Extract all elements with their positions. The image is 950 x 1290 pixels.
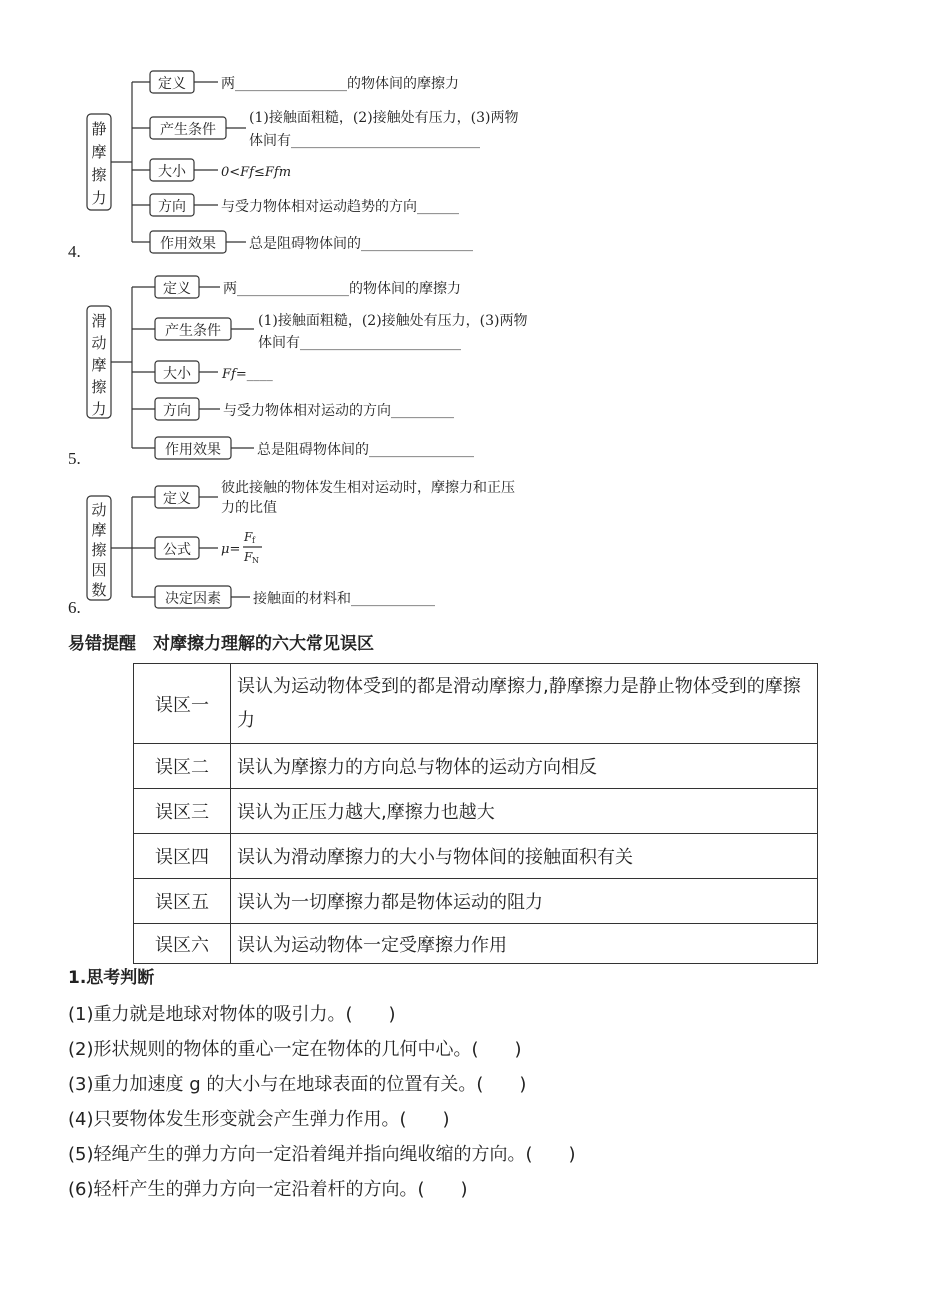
definition-text: 两________________的物体间的摩擦力 xyxy=(223,281,461,297)
label-direction: 方向 xyxy=(163,403,191,419)
svg-text:F: F xyxy=(244,550,253,564)
static-title-char: 力 xyxy=(91,189,107,207)
coefficient-title-char: 摩 xyxy=(91,521,107,539)
judgment-item: (1)重力就是地球对物体的吸引力。( ) xyxy=(68,1004,396,1025)
table-row xyxy=(134,879,818,924)
label-effect: 作用效果 xyxy=(160,236,216,252)
mistake-key: 误区二 xyxy=(134,744,231,789)
static-title-char: 摩 xyxy=(91,143,107,161)
table-row xyxy=(134,744,818,789)
coefficient-title-char: 擦 xyxy=(91,541,107,559)
label-effect: 作用效果 xyxy=(165,442,221,458)
coefficient-title-char: 因 xyxy=(91,561,107,579)
sliding-title-char: 摩 xyxy=(91,356,107,374)
svg-text:f: f xyxy=(252,536,255,545)
judgment-item: (4)只要物体发生形变就会产生弹力作用。( ) xyxy=(68,1109,450,1130)
mistake-text: 误认为运动物体一定受摩擦力作用 xyxy=(231,924,818,964)
mistake-key: 误区一 xyxy=(134,664,231,744)
mistake-text: 误认为摩擦力的方向总与物体的运动方向相反 xyxy=(231,744,818,789)
static-friction-map xyxy=(87,71,519,253)
mistake-text: 误认为正压力越大,摩擦力也越大 xyxy=(231,789,818,834)
sliding-title-char: 擦 xyxy=(91,378,107,396)
judgment-item: (6)轻杆产生的弹力方向一定沿着杆的方向。( ) xyxy=(68,1179,468,1200)
sliding-title-char: 力 xyxy=(91,400,107,418)
mistake-text: 误认为一切摩擦力都是物体运动的阻力 xyxy=(231,879,818,924)
conditions-text-line2: 体间有___________________________ xyxy=(249,133,480,149)
section-number-5: 5. xyxy=(68,449,81,468)
label-factors: 决定因素 xyxy=(165,591,221,607)
friction-coefficient-map xyxy=(87,479,515,608)
direction-text: 与受力物体相对运动的方向_________ xyxy=(223,403,454,419)
judgment-item: (5)轻绳产生的弹力方向一定沿着绳并指向绳收缩的方向。( ) xyxy=(68,1144,576,1165)
label-definition: 定义 xyxy=(163,491,191,507)
mistake-key: 误区六 xyxy=(134,924,231,964)
section-number-4: 4. xyxy=(68,242,81,261)
conditions-text-line1: (1)接触面粗糙，(2)接触处有压力，(3)两物 xyxy=(249,110,519,126)
factors-text: 接触面的材料和____________ xyxy=(253,591,435,607)
judgment-item: (2)形状规则的物体的重心一定在物体的几何中心。( ) xyxy=(68,1039,522,1060)
table-row xyxy=(134,789,818,834)
svg-text:N: N xyxy=(252,556,259,565)
magnitude-text: 0<Ff≤Ffm xyxy=(221,165,292,180)
definition-text-line1: 彼此接触的物体发生相对运动时，摩擦力和正压 xyxy=(221,480,515,496)
table-row xyxy=(134,664,818,744)
static-title-char: 静 xyxy=(91,120,107,138)
mistake-text: 误认为运动物体受到的都是滑动摩擦力,静摩擦力是静止物体受到的摩擦力 xyxy=(231,664,818,744)
label-conditions: 产生条件 xyxy=(160,122,216,138)
conditions-text-line2: 体间有_______________________ xyxy=(258,335,461,351)
mistake-key: 误区三 xyxy=(134,789,231,834)
definition-text-line2: 力的比值 xyxy=(221,500,277,516)
mistakes-table xyxy=(133,663,818,964)
label-magnitude: 大小 xyxy=(163,366,191,382)
table-row xyxy=(134,924,818,964)
coefficient-title-char: 数 xyxy=(91,581,107,599)
mistake-key: 误区四 xyxy=(134,834,231,879)
sliding-title-char: 滑 xyxy=(91,312,107,330)
magnitude-text: Ff=____ xyxy=(222,367,273,382)
section-number-6: 6. xyxy=(68,598,81,617)
label-conditions: 产生条件 xyxy=(165,323,221,339)
label-definition: 定义 xyxy=(158,76,186,92)
effect-text: 总是阻碍物体间的_______________ xyxy=(257,442,474,458)
mistake-text: 误认为滑动摩擦力的大小与物体间的接触面积有关 xyxy=(231,834,818,879)
direction-text: 与受力物体相对运动趋势的方向______ xyxy=(221,199,459,215)
conditions-text-line1: (1)接触面粗糙，(2)接触处有压力，(3)两物 xyxy=(258,313,528,329)
formula-mu xyxy=(221,530,262,565)
sliding-friction-map xyxy=(87,276,528,459)
label-magnitude: 大小 xyxy=(158,164,186,180)
static-title-char: 擦 xyxy=(91,166,107,184)
label-definition: 定义 xyxy=(163,281,191,297)
label-direction: 方向 xyxy=(158,199,186,215)
effect-text: 总是阻碍物体间的________________ xyxy=(249,236,473,252)
label-formula: 公式 xyxy=(163,542,191,558)
judgment-heading: 1.思考判断 xyxy=(68,968,155,988)
svg-text:F: F xyxy=(244,530,253,544)
coefficient-title-char: 动 xyxy=(91,501,107,519)
table-row xyxy=(134,834,818,879)
definition-text: 两________________的物体间的摩擦力 xyxy=(221,76,459,92)
mistakes-heading: 易错提醒 对摩擦力理解的六大常见误区 xyxy=(68,634,374,654)
svg-text:μ=: μ= xyxy=(221,542,241,557)
judgment-item: (3)重力加速度 g 的大小与在地球表面的位置有关。( ) xyxy=(68,1074,527,1095)
mistake-key: 误区五 xyxy=(134,879,231,924)
sliding-title-char: 动 xyxy=(91,334,107,352)
